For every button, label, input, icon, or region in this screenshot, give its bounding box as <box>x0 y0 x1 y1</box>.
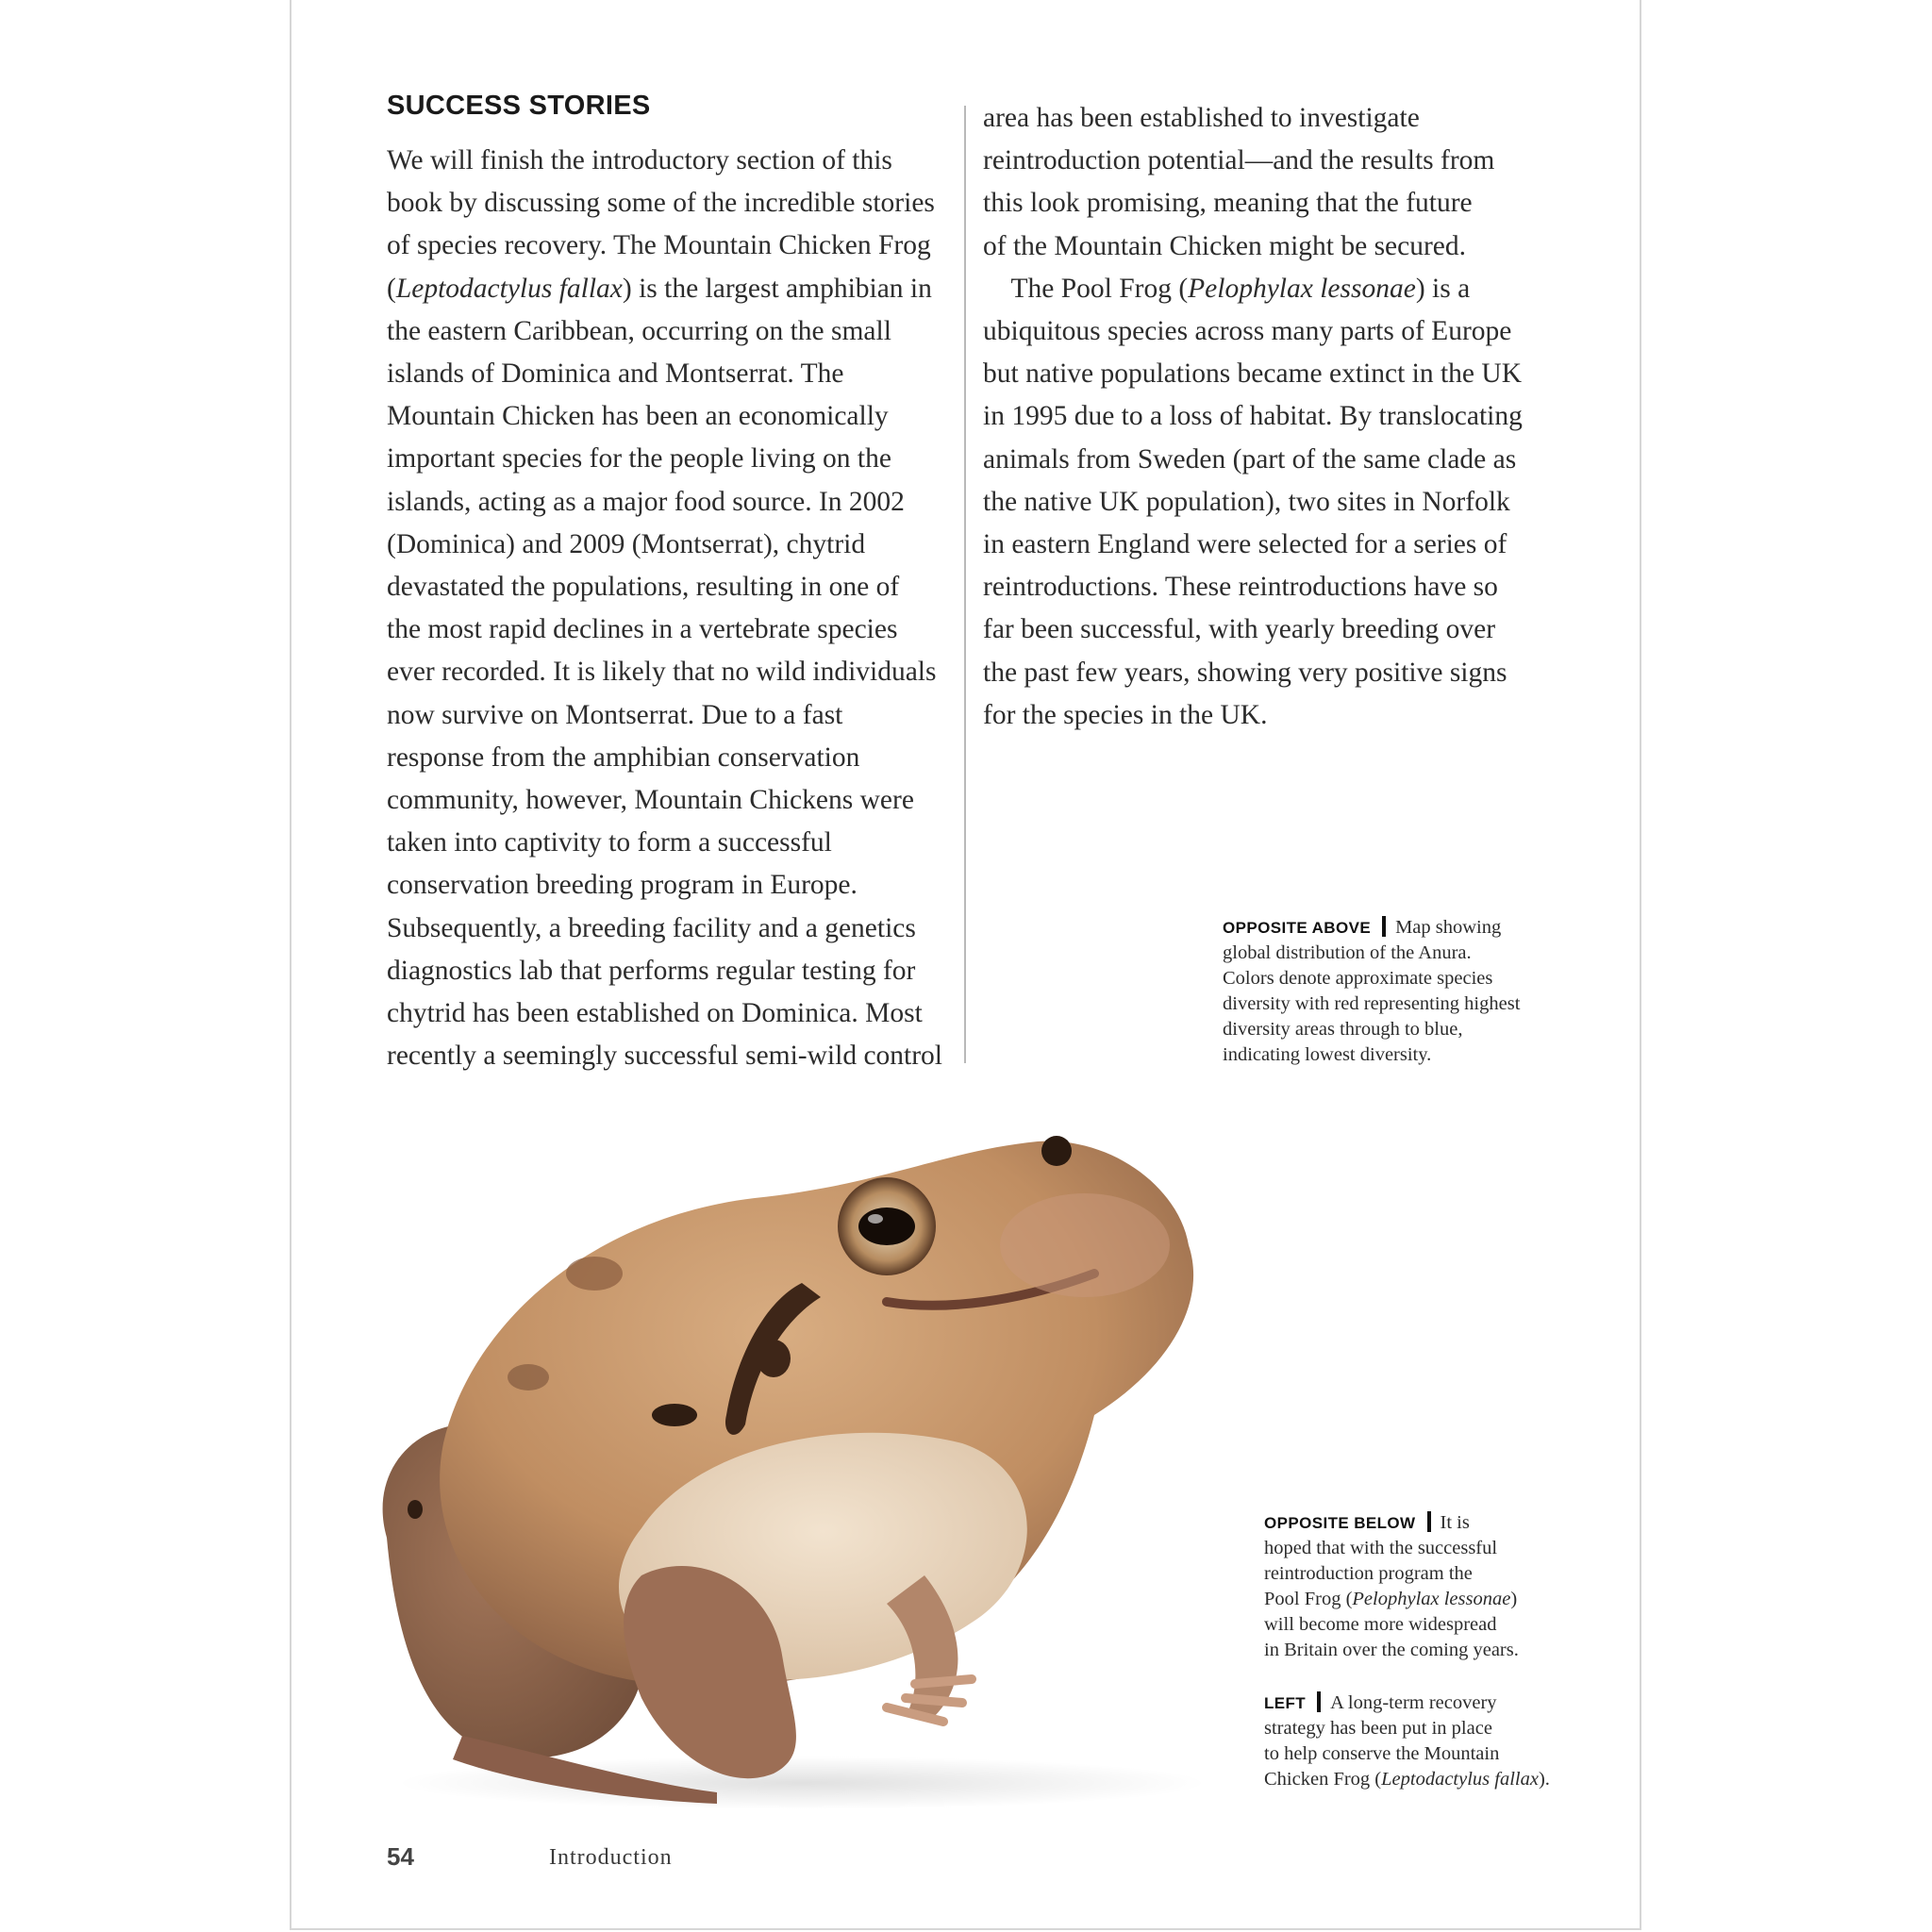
text-line: this look promising, meaning that the future <box>983 188 1473 219</box>
caption-label: OPPOSITE ABOVE <box>1223 919 1372 937</box>
caption-line: Pool Frog (Pelophylax lessonae) <box>1264 1589 1518 1610</box>
text-line: important species for the people living on the <box>387 443 891 475</box>
text-line: (Dominica) and 2009 (Montserrat), chytrid <box>387 528 866 559</box>
column-divider <box>964 106 966 1063</box>
text-line: for the species in the UK. <box>983 699 1268 730</box>
text-line: the native UK population), two sites in Norfolk <box>983 486 1510 517</box>
text-line: but native populations became extinct in the UK <box>983 358 1523 390</box>
text-line: the past few years, showing very positive signs <box>983 657 1507 688</box>
text-line: far been successful, with yearly breeding over <box>983 614 1496 645</box>
caption-first-line <box>1264 1510 1519 1536</box>
frog-spot <box>508 1364 549 1391</box>
text-line: diagnostics lab that performs regular testing for <box>387 955 916 986</box>
text-line: devastated the populations, resulting in one of <box>387 572 900 603</box>
caption-line: diversity with red representing highest <box>1223 993 1521 1015</box>
text-line: Subsequently, a breeding facility and a genetics <box>387 912 916 943</box>
text-line: ever recorded. It is likely that no wild individuals <box>387 657 937 688</box>
frog-far-eye <box>1041 1136 1072 1166</box>
mountain-chicken-frog-photo <box>358 1132 1340 1811</box>
caption-separator <box>1317 1691 1321 1712</box>
text-line: of species recovery. The Mountain Chicken Frog <box>387 230 931 261</box>
text-line: ubiquitous species across many parts of Europe <box>983 316 1512 347</box>
species-name: Leptodactylus fallax <box>1381 1769 1539 1790</box>
text-line: now survive on Montserrat. Due to a fast <box>387 699 843 730</box>
caption-line: Chicken Frog (Leptodactylus fallax). <box>1264 1769 1550 1790</box>
text-line: The Pool Frog (Pelophylax lessonae) is a <box>983 273 1471 304</box>
section-heading: SUCCESS STORIES <box>387 91 651 121</box>
caption-line: Map showing <box>1395 917 1502 938</box>
caption-line: to help conserve the Mountain <box>1264 1743 1500 1765</box>
caption-line: in Britain over the coming years. <box>1264 1640 1519 1661</box>
caption-line: Colors denote approximate species <box>1223 968 1493 990</box>
caption-line: global distribution of the Anura. <box>1223 942 1472 964</box>
caption-line: It is <box>1440 1512 1470 1533</box>
text-line: area has been established to investigate <box>983 103 1420 133</box>
text-line: response from the amphibian conservation <box>387 741 860 773</box>
caption-line: strategy has been put in place <box>1264 1718 1492 1740</box>
frog-pupil <box>858 1208 915 1245</box>
species-name: Leptodactylus fallax <box>395 273 623 304</box>
left-text-column <box>387 140 953 1077</box>
text-line: reintroductions. These reintroductions have so <box>983 572 1498 603</box>
caption-line: will become more widespread <box>1264 1614 1497 1636</box>
text-line: chytrid has been established on Dominica. Most <box>387 998 923 1029</box>
frog-spot <box>408 1500 423 1519</box>
text-line: the eastern Caribbean, occurring on the small <box>387 315 891 346</box>
text-line: book by discussing some of the incredible stories <box>387 188 935 219</box>
caption-first-line <box>1223 915 1520 941</box>
text-line: animals from Sweden (part of the same clade as <box>983 443 1517 475</box>
frog-spot <box>757 1340 791 1377</box>
caption-opposite-below <box>1264 1510 1519 1664</box>
text-line: reintroduction potential—and the results from <box>983 145 1495 176</box>
text-line: in eastern England were selected for a series of <box>983 529 1507 560</box>
text-line: the most rapid declines in a vertebrate species <box>387 614 898 645</box>
page-number: 54 <box>387 1842 414 1871</box>
text-line: islands, acting as a major food source. In 2002 <box>387 486 905 517</box>
caption-separator <box>1427 1511 1431 1532</box>
caption-separator <box>1382 916 1386 937</box>
running-footer-section: Introduction <box>549 1845 673 1870</box>
frog-eye-highlight <box>868 1214 883 1224</box>
text-line: (Leptodactylus fallax) is the largest amphibian in <box>387 273 932 304</box>
text-line: We will finish the introductory section of this <box>387 145 892 175</box>
text-line: Mountain Chicken has been an economically <box>387 401 889 432</box>
caption-label: LEFT <box>1264 1694 1307 1712</box>
text-line: taken into captivity to form a successful <box>387 827 832 858</box>
caption-label: OPPOSITE BELOW <box>1264 1514 1416 1532</box>
caption-opposite-above <box>1223 915 1520 1069</box>
text-line: conservation breeding program in Europe. <box>387 870 858 901</box>
right-text-column <box>983 97 1568 737</box>
text-line: in 1995 due to a loss of habitat. By translocating <box>983 401 1523 432</box>
caption-first-line <box>1264 1690 1550 1716</box>
frog-spot <box>652 1404 697 1426</box>
frog-toes <box>887 1679 972 1722</box>
frog-snout <box>1000 1193 1170 1297</box>
species-name: Pelophylax lessonae <box>1188 273 1416 304</box>
caption-line: diversity areas through to blue, <box>1223 1019 1463 1041</box>
text-line: recently a seemingly successful semi-wild control <box>387 1041 943 1072</box>
text-line: islands of Dominica and Montserrat. The <box>387 358 844 390</box>
species-name: Pelophylax lessonae <box>1352 1589 1511 1610</box>
caption-line: indicating lowest diversity. <box>1223 1044 1432 1066</box>
text-line: community, however, Mountain Chickens were <box>387 785 914 816</box>
text-line: of the Mountain Chicken might be secured. <box>983 230 1467 261</box>
caption-left <box>1264 1690 1550 1792</box>
caption-line: reintroduction program the <box>1264 1563 1473 1585</box>
caption-line: hoped that with the successful <box>1264 1538 1498 1559</box>
frog-spot <box>566 1257 623 1291</box>
caption-line: A long-term recovery <box>1330 1692 1497 1713</box>
